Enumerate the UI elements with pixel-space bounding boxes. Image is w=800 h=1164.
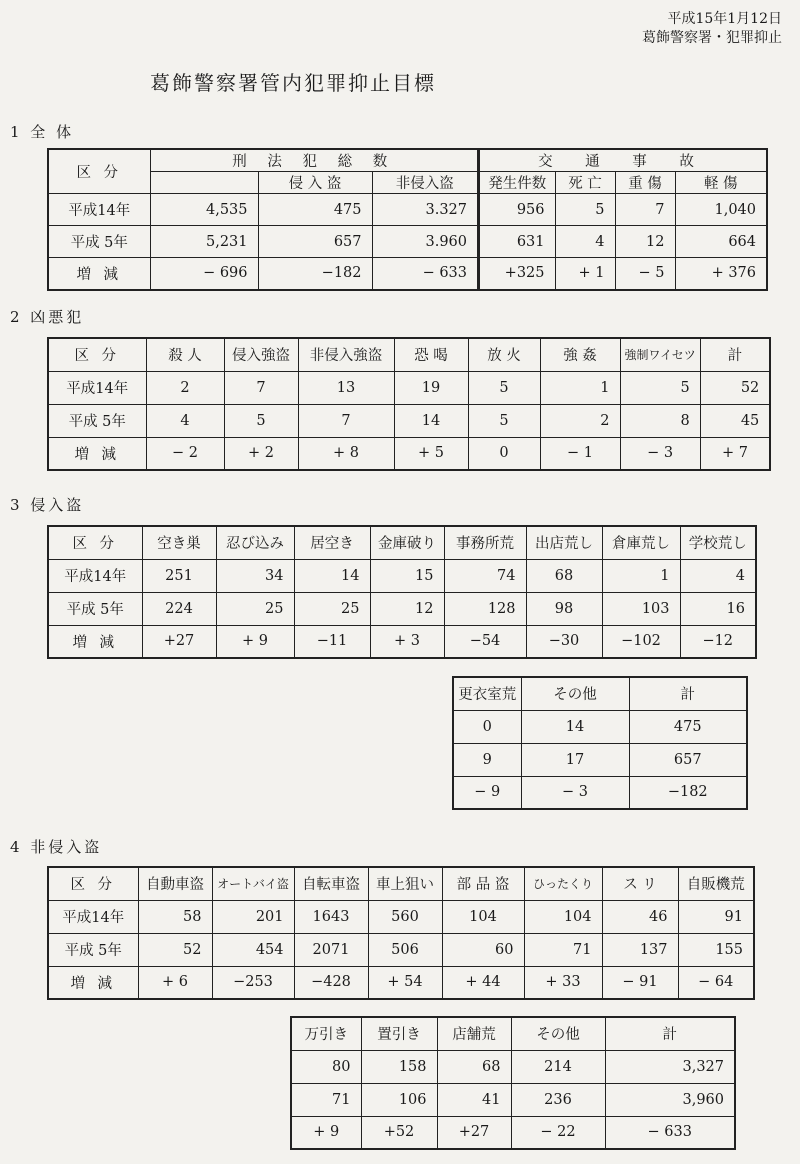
table-row: 0 14 475 (453, 710, 747, 743)
header-traffic: 交 通 事 故 (479, 149, 767, 172)
violent-crime-table (47, 337, 771, 471)
table-header-row: 万引き 置引き 店舗荒 その他 計 (291, 1017, 735, 1050)
table-row: 平成 5年 4 5 7 14 5 2 8 45 (48, 404, 770, 437)
table-row: 増 減 +27 + 9 −11 + 3 −54 −30 −102 −12 (48, 625, 756, 658)
header-kubun: 区 分 (48, 149, 150, 194)
table-row: 631 4 12 664 (479, 226, 767, 258)
table-row: 956 5 7 1,040 (479, 194, 767, 226)
document-header (642, 10, 782, 48)
table-row: 増 減 − 696 −182 − 633 (48, 258, 478, 290)
document-title: 葛飾警察署管内犯罪抑止目標 (150, 71, 436, 95)
table-row: 平成 5年 5,231 657 3.960 (48, 226, 478, 258)
table-header-row: 更衣室荒 その他 計 (453, 677, 747, 710)
section-2-heading: 2 凶悪犯 (10, 308, 85, 326)
table-row: 平成 5年 52 454 2071 506 60 71 137 155 (48, 933, 754, 966)
non-burglary-extra-table (290, 1016, 736, 1150)
table-row: − 9 − 3 −182 (453, 776, 747, 809)
section-1-heading: 1 全 体 (10, 123, 75, 141)
header-shinyu: 侵 入 盗 (258, 172, 372, 194)
section-3-heading: 3 侵入盗 (10, 496, 85, 514)
table-header-row: 区 分 自動車盗 オートバイ盗 自転車盗 車上狙い 部 品 盗 ひったくり ス リ 自販機荒 (48, 867, 754, 900)
table-row: 9 17 657 (453, 743, 747, 776)
table-header-row: 区 分 殺 人 侵入強盗 非侵入強盗 恐 喝 放 火 強 姦 強制ワイセツ 計 (48, 338, 770, 371)
document-department: 葛飾警察署・犯罪抑止 (642, 30, 782, 46)
table-row: 平成 5年 224 25 25 12 128 98 103 16 (48, 592, 756, 625)
traffic-accident-table: 交 通 事 故 発生件数 死 亡 重 傷 軽 傷 956 5 7 1,040 631 4 12 664 +325 + 1 − 5 + 376 (478, 148, 768, 291)
table-row: 増 減 + 6 −253 −428 + 54 + 44 + 33 − 91 − 64 (48, 966, 754, 999)
table-header-row: 区 分 空き巣 忍び込み 居空き 金庫破り 事務所荒 出店荒し 倉庫荒し 学校荒し (48, 526, 756, 559)
table-row: 平成14年 2 7 13 19 5 1 5 52 (48, 371, 770, 404)
document-date: 平成15年1月12日 (667, 11, 782, 27)
table-row: 80 158 68 214 3,327 (291, 1050, 735, 1083)
table-row: 平成14年 251 34 14 15 74 68 1 4 (48, 559, 756, 592)
burglary-table (47, 525, 757, 659)
overall-crime-table (47, 148, 479, 291)
non-burglary-table (47, 866, 755, 1000)
table-row: 増 減 − 2 + 2 + 8 + 5 0 − 1 − 3 + 7 (48, 437, 770, 470)
table-row: 平成14年 4,535 475 3.327 (48, 194, 478, 226)
header-hishinyu: 非侵入盗 (372, 172, 478, 194)
table-row: 71 106 41 236 3,960 (291, 1083, 735, 1116)
header-crime-total: 刑 法 犯 総 数 (150, 149, 478, 172)
table-row: 平成14年 58 201 1643 560 104 104 46 91 (48, 900, 754, 933)
section-4-heading: 4 非侵入盗 (10, 838, 103, 856)
table-row: +325 + 1 − 5 + 376 (479, 258, 767, 290)
table-row: + 9 +52 +27 − 22 − 633 (291, 1116, 735, 1149)
burglary-extra-table (452, 676, 748, 810)
